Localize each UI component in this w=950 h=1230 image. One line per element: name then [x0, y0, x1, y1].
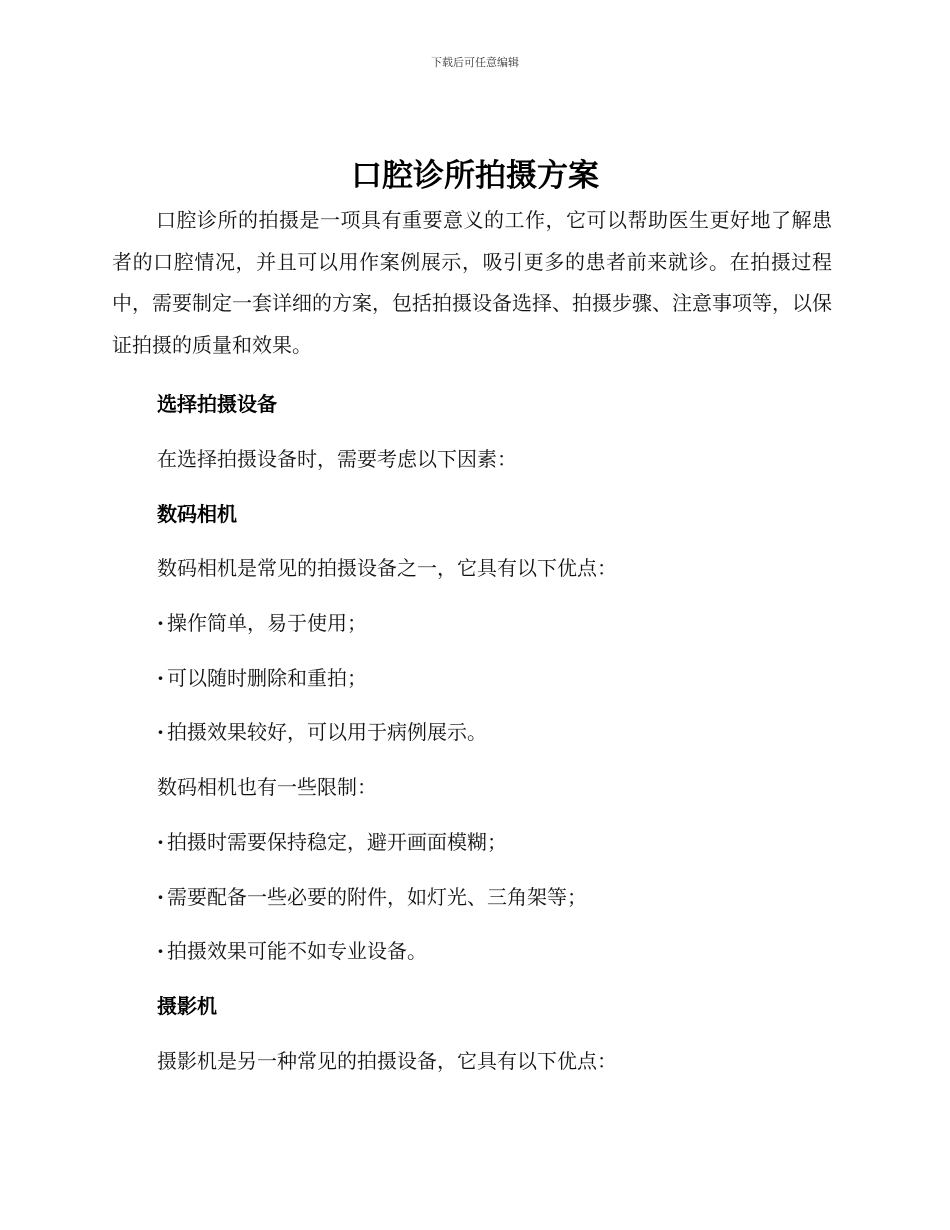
bullet-icon: ·: [157, 666, 164, 690]
camera-pro-text: 操作简单，易于使用；: [167, 611, 367, 635]
bullet-icon: ·: [157, 720, 164, 744]
camera-limit-item: [157, 881, 587, 910]
intro-paragraph: 口腔诊所的拍摄是一项具有重要意义的工作，它可以帮助医生更好地了解患者的口腔情况，并且可以用作案例展示，吸引更多的患者前来就诊。在拍摄过程中，需要制定一套详细的方案，包括拍摄设备选择、拍摄步骤、注意事项等，以保证拍摄的质量和效果。: [112, 208, 832, 357]
header-note: 下载后可任意编辑: [431, 56, 519, 69]
camera-pro-item: [157, 716, 487, 745]
bullet-icon: ·: [157, 611, 164, 635]
camera-limit-item: [157, 826, 507, 855]
subheading-video-camera: 摄影机: [157, 994, 217, 1018]
camera-limit-item: [157, 935, 427, 964]
video-pros-lead: 摄影机是另一种常见的拍摄设备，它具有以下优点：: [157, 1049, 617, 1073]
camera-pros-lead: 数码相机是常见的拍摄设备之一，它具有以下优点：: [157, 556, 617, 580]
section-heading-equipment: 选择拍摄设备: [157, 392, 277, 416]
bullet-icon: ·: [157, 939, 164, 963]
camera-limits-lead: 数码相机也有一些限制：: [157, 775, 377, 799]
camera-limit-text: 需要配备一些必要的附件，如灯光、三角架等；: [167, 885, 587, 909]
subheading-digital-camera: 数码相机: [157, 502, 237, 526]
bullet-icon: ·: [157, 830, 164, 854]
camera-pro-text: 可以随时删除和重拍；: [167, 666, 367, 690]
camera-pro-item: [157, 662, 367, 691]
camera-pro-item: [157, 607, 367, 636]
camera-limit-text: 拍摄效果可能不如专业设备。: [167, 939, 427, 963]
bullet-icon: ·: [157, 885, 164, 909]
camera-pro-text: 拍摄效果较好，可以用于病例展示。: [167, 720, 487, 744]
document-title: 口腔诊所拍摄方案: [351, 158, 599, 194]
camera-limit-text: 拍摄时需要保持稳定，避开画面模糊；: [167, 830, 507, 854]
section-lead-equipment: 在选择拍摄设备时，需要考虑以下因素：: [157, 447, 517, 471]
